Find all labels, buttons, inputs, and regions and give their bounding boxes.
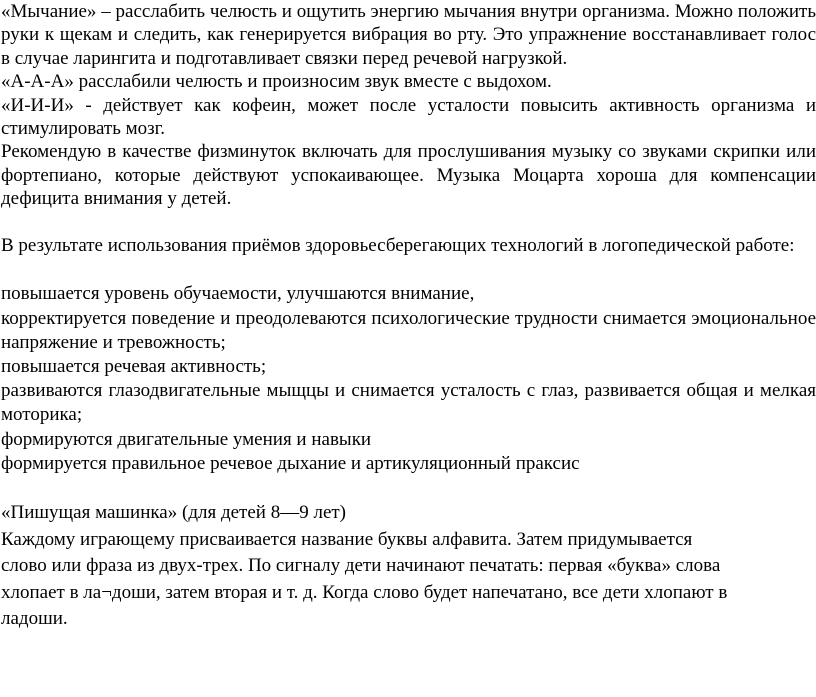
spacer bbox=[1, 476, 816, 500]
game-line: слово или фраза из двух-трех. По сигналу дети начинают печатать: первая «буква» слова bbox=[1, 555, 721, 577]
spacer bbox=[1, 211, 816, 234]
game-line: Каждому играющему присваивается название буквы алфавита. Затем придумывается bbox=[1, 528, 693, 550]
result-item: развиваются глазодвигательные мыщцы и снимается усталость с глаз, развивается общая и мелкая моторика; bbox=[1, 380, 816, 426]
result-item: корректируется поведение и преодолеваются психологические трудности снимается эмоциональное напряжение и тревожность; bbox=[1, 307, 816, 353]
game-line: хлопает в ла¬доши, затем вторая и т. д. Когда слово будет напечатано, все дети хлопают в bbox=[1, 581, 728, 603]
game-line: ладоши. bbox=[1, 608, 68, 630]
iii-paragraph: «И-И-И» - действует как кофеин, может после усталости повысить активность организма и стимулировать мозг. bbox=[1, 94, 816, 140]
result-item: формируется правильное речевое дыхание и артикуляционный праксис bbox=[1, 452, 580, 474]
results-intro: В результате использования приёмов здоровьесберегающих технологий в логопедической работе: bbox=[1, 235, 795, 257]
game-title: «Пишущая машинка» (для детей 8—9 лет) bbox=[1, 502, 347, 524]
game-section bbox=[1, 500, 816, 633]
results-section bbox=[1, 234, 816, 500]
aaa-paragraph: «А-А-А» расслабили челюсть и произносим звук вместе с выдохом. bbox=[1, 71, 552, 93]
music-paragraph: Рекомендую в качестве физминуток включать для прослушивания музыку со звуками скрипки или фортепиано, которые действуют успокаивающее. Музыка Моцарта хороша для компенсации дефицита внимания у детей. bbox=[1, 141, 816, 210]
result-item: формируются двигательные умения и навыки bbox=[1, 428, 372, 450]
spacer bbox=[1, 258, 816, 282]
result-item: повышается речевая активность; bbox=[1, 356, 267, 378]
result-item: повышается уровень обучаемости, улучшаются внимание, bbox=[1, 283, 475, 305]
humming-paragraph: «Мычание» – расслабить челюсть и ощутить энергию мычания внутри организма. Можно положить руки к щекам и следить, как генерируется вибрация во рту. Это упражнение восстанавливает голос в случае ларингита и подготавливает связки перед речевой нагрузкой. bbox=[1, 1, 816, 69]
exercises-section bbox=[1, 0, 816, 211]
